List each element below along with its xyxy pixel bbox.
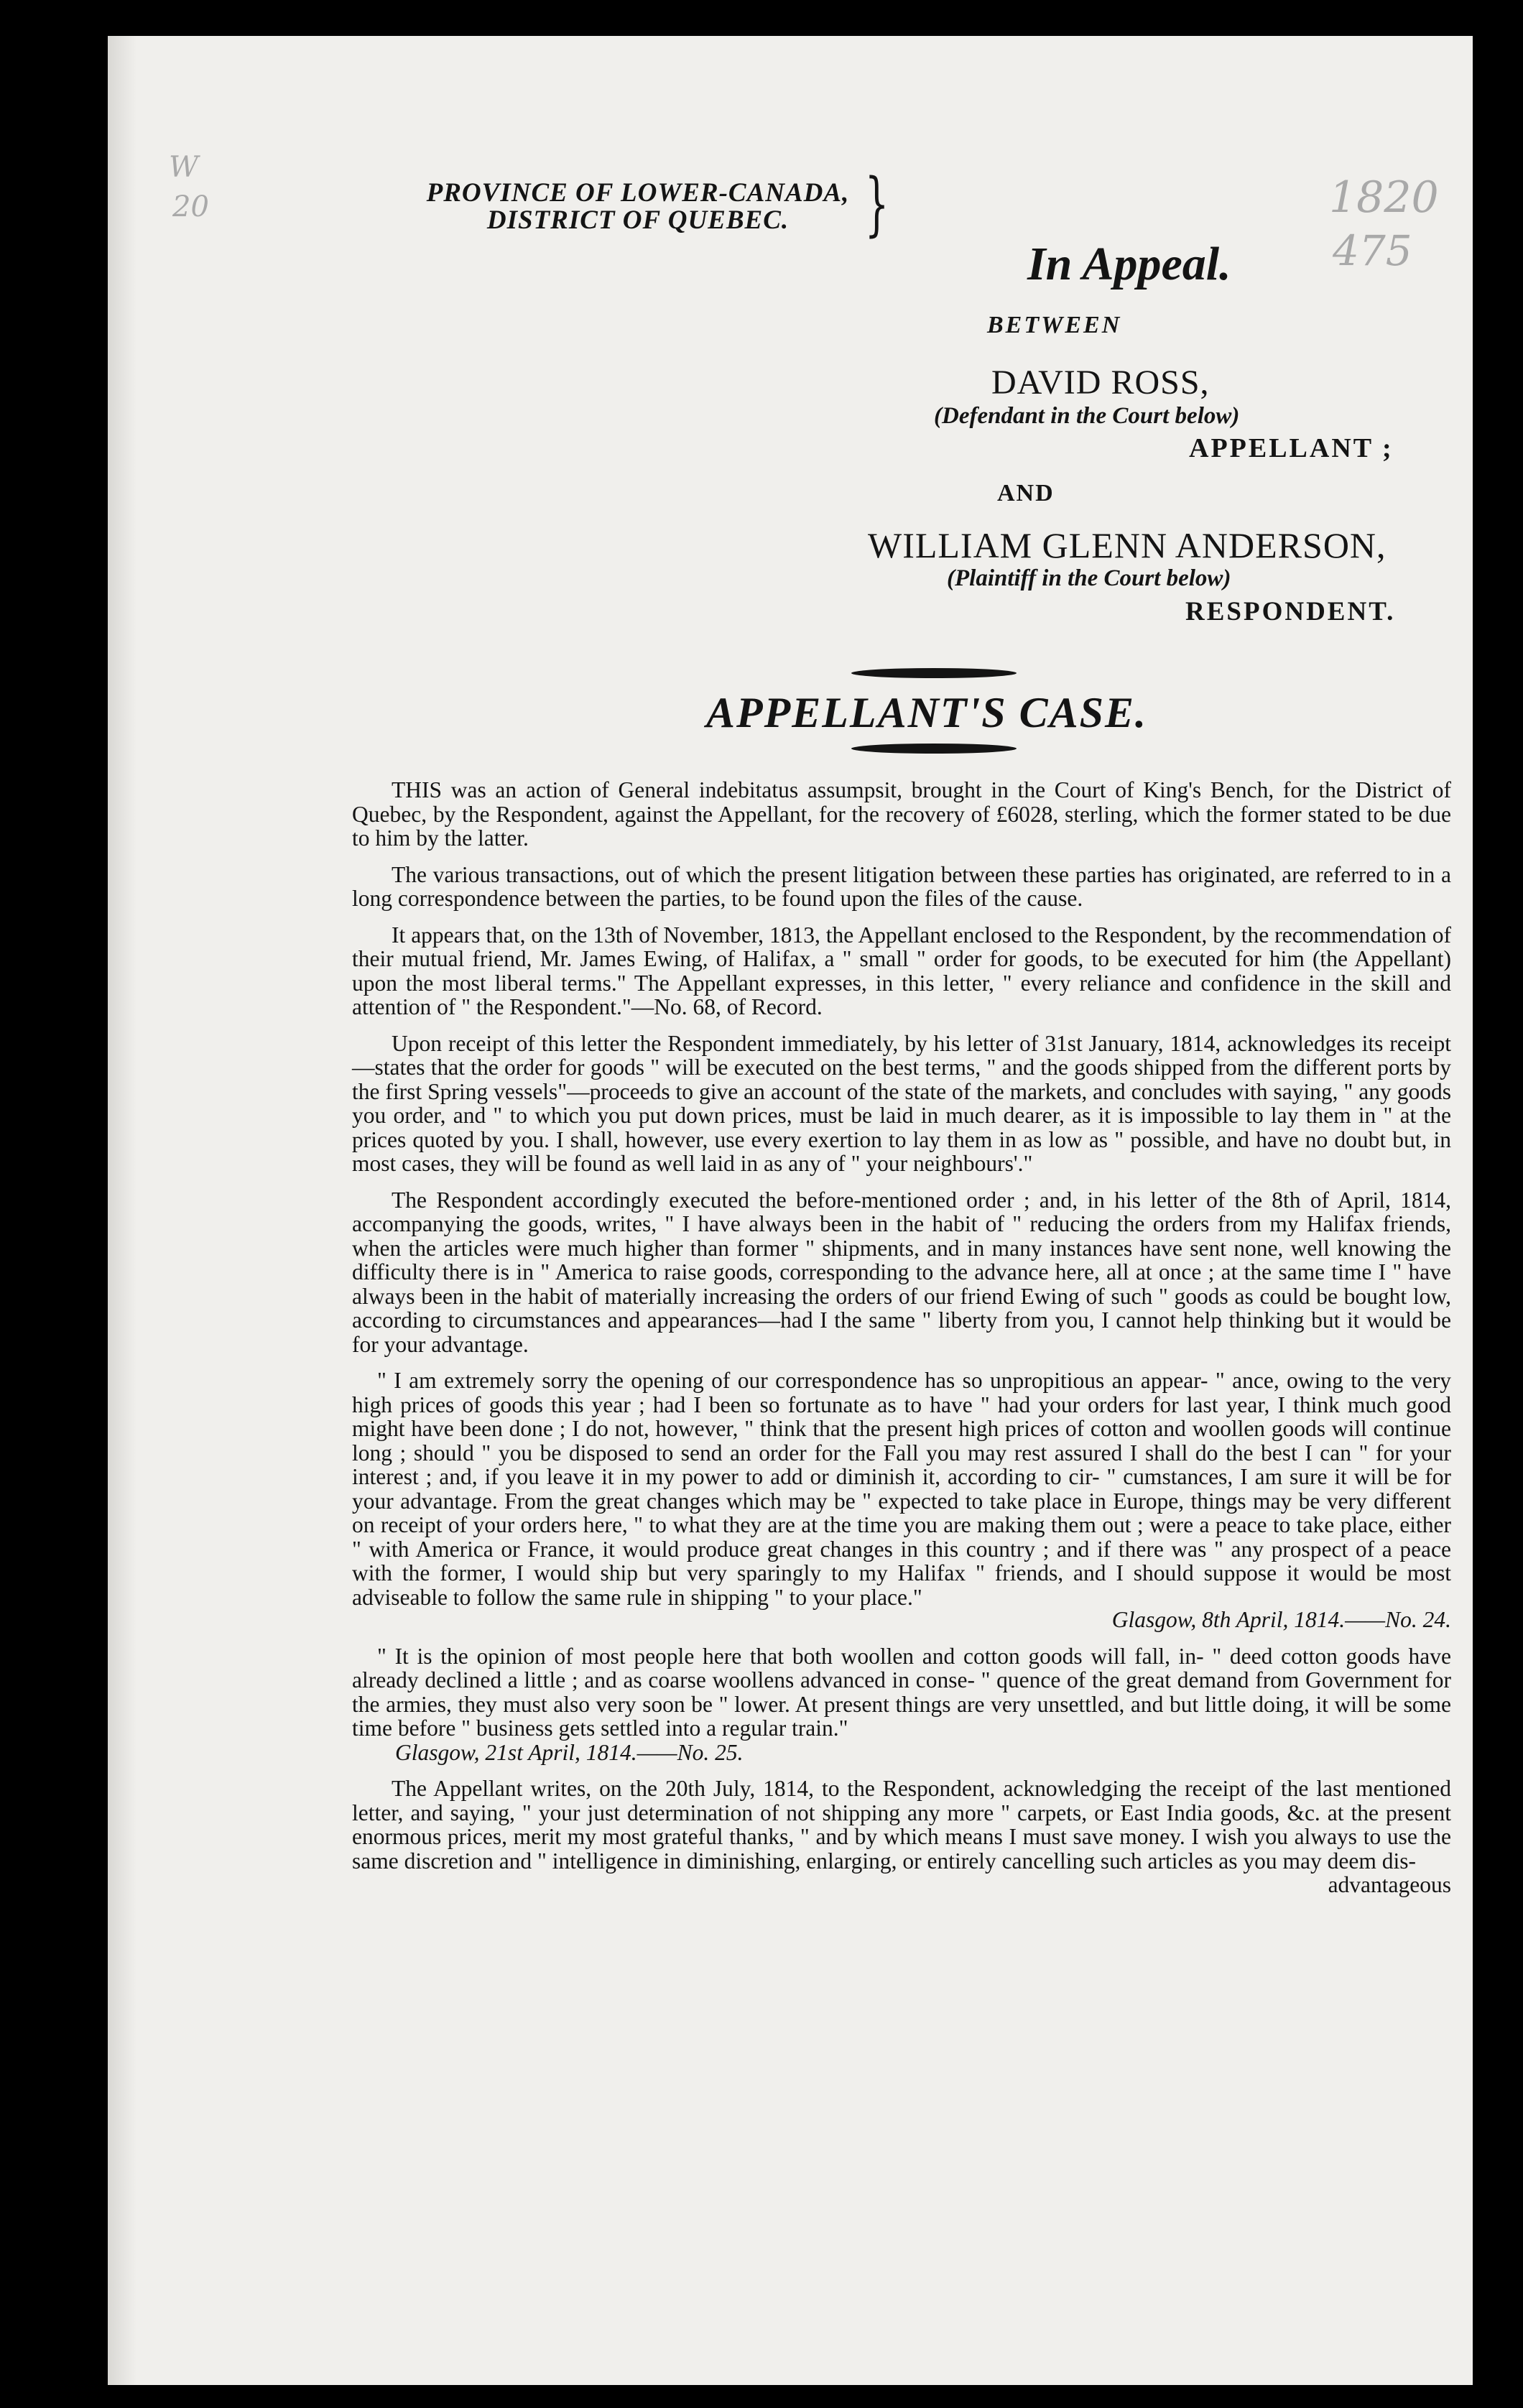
document-title: APPELLANT'S CASE. bbox=[705, 689, 1148, 736]
paragraph-7 bbox=[352, 1644, 1451, 1741]
document-page bbox=[108, 36, 1473, 2385]
paragraph-1: THIS was an action of General indebitatus assumpsit, brought in the Court of King's Bench, for the District of Quebec, by the Respondent, against the Appellant, for the recovery of £6028, sterling, which the former stated to be due to him by the latter. bbox=[352, 777, 1451, 851]
respondent-name: WILLIAM GLENN ANDERSON, bbox=[868, 525, 1387, 565]
respondent-role: RESPONDENT. bbox=[1185, 597, 1396, 626]
margin-note-left-b: 20 bbox=[172, 190, 209, 223]
paragraph-8: The Appellant writes, on the 20th July, 1814, to the Respondent, acknowledging the receipt of the last mentioned letter, and saying, " your just determination of not shipping any more " carpets, or East India goods, &c. at the present enormous prices, merit my most grateful thanks, " and by which means I must save money. I wish you always to use the same discretion and " intelligence in diminishing, enlarging, or entirely cancelling such articles as you may deem dis- bbox=[352, 1776, 1451, 1874]
catchword: advantageous bbox=[1328, 1872, 1451, 1897]
page-edge-shadow bbox=[108, 36, 136, 2385]
body-text bbox=[352, 778, 1451, 1897]
paragraph-4: Upon receipt of this letter the Respondent immediately, by his letter of 31st January, 1814, acknowledges its receipt—states that the order for goods " will be executed on the best terms, " and the goods shipped from the different ports by the first Spring vessels"—proceeds to give an account of the state of the markets, and concludes with saying, " any goods you order, and " to which you put down prices, must be laid in much dearer, as it is impossible to lay them in " at the prices quoted by you. I shall, however, use every exertion to lay them in as low as " possible, and have no doubt but, in most cases, they will be found as well laid in as any of " your neighbours'." bbox=[352, 1030, 1451, 1176]
province-line: PROVINCE OF LOWER-CANADA, bbox=[426, 178, 850, 208]
between-label: BETWEEN bbox=[987, 312, 1122, 338]
paragraph-3: It appears that, on the 13th of November, 1813, the Appellant enclosed to the Respondent, by the recommendation of their mutual friend, Mr. James Ewing, of Halifax, a " small " order for goods, to be executed for him (the Appellant) upon the most liberal terms." The Appellant expresses, in this letter, " every reliance and confidence in the skill and attention of " the Respondent."—No. 68, of Record. bbox=[352, 922, 1451, 1019]
appellant-role: APPELLANT ; bbox=[1189, 433, 1394, 463]
district-line: DISTRICT OF QUEBEC. bbox=[486, 205, 790, 235]
respondent-description: (Plaintiff in the Court below) bbox=[947, 565, 1231, 591]
in-appeal-heading: In Appeal. bbox=[1027, 238, 1231, 290]
paragraph-7-signature-line bbox=[352, 1741, 1451, 1765]
paragraph-7-signature: Glasgow, 21st April, 1814.——No. 25. bbox=[395, 1739, 744, 1765]
appellant-description: (Defendant in the Court below) bbox=[934, 403, 1240, 429]
paragraph-7-text: " It is the opinion of most people here that both woollen and cotton goods will fall, in- " deed cotton goods have already declined a little ; and as coarse woollens advanced in conse- " quence of the great demand from Government for the armies, they must also very soon be " lower. At present things are very unsettled, and but little doing, it will be some time before " business gets settled into a regular train." bbox=[352, 1643, 1451, 1741]
margin-note-right-b: 475 bbox=[1333, 226, 1412, 275]
catchword-line bbox=[352, 1873, 1451, 1897]
curly-brace: } bbox=[864, 164, 889, 244]
and-label: AND bbox=[997, 480, 1055, 506]
jurisdiction-heading bbox=[390, 180, 886, 234]
paragraph-6-signature-line bbox=[352, 1608, 1451, 1632]
paragraph-5: The Respondent accordingly executed the before-mentioned order ; and, in his letter of the 8th of April, 1814, accompanying the goods, writes, " I have always been in the habit of " reducing the orders from my Halifax friends, when the articles were much higher than former " shipments, and in many instances have sent none, well knowing the difficulty there is in " America to raise goods, corresponding to the advance here, all at once ; at the same time I " have always been in the habit of materially increasing the orders of our friend Ewing of such " goods as could be bought low, according to circumstances and appearances—had I the same " liberty from you, I cannot help thinking but it would be for your advantage. bbox=[352, 1187, 1451, 1357]
paragraph-2: The various transactions, out of which the present litigation between these parties has originated, are referred to in a long correspondence between the parties, to be found upon the files of the cause. bbox=[352, 861, 1451, 911]
margin-note-right-a: 1820 bbox=[1329, 172, 1439, 223]
paragraph-6 bbox=[352, 1369, 1451, 1609]
title-rule-bottom bbox=[851, 744, 1017, 754]
paragraph-6-text: " I am extremely sorry the opening of our correspondence has so unpropitious an appear- " ance, owing to the very high prices of goods this year ; had I been so fortunate as to have " had your orders for last year, I think much good might have been done ; I do not, however, " think that the present high prices of cotton and woollen goods will continue long ; should " you be disposed to send an order for the Fall you may rest assured I shall do the best I can " for your interest ; and, if you leave it in my power to add or diminish it, according to cir- " cumstances, I am sure it will be for your advantage. From the great changes which may be " expected to take place in Europe, things may be very different on receipt of your orders here, " to what they are at the time you are making them out ; were a peace to take place, either " with America or France, it would produce great changes in this country ; and if there was " any prospect of a peace with the former, I would ship but very sparingly to my Halifax " friends, and I should suppose it would be most adviseable to follow the same rule in shipping " to your place." bbox=[352, 1368, 1451, 1610]
title-rule-top bbox=[851, 668, 1017, 678]
margin-note-left-a: W bbox=[169, 151, 199, 184]
appellant-name: DAVID ROSS, bbox=[991, 363, 1210, 402]
paragraph-6-signature: Glasgow, 8th April, 1814.——No. 24. bbox=[1111, 1607, 1451, 1632]
